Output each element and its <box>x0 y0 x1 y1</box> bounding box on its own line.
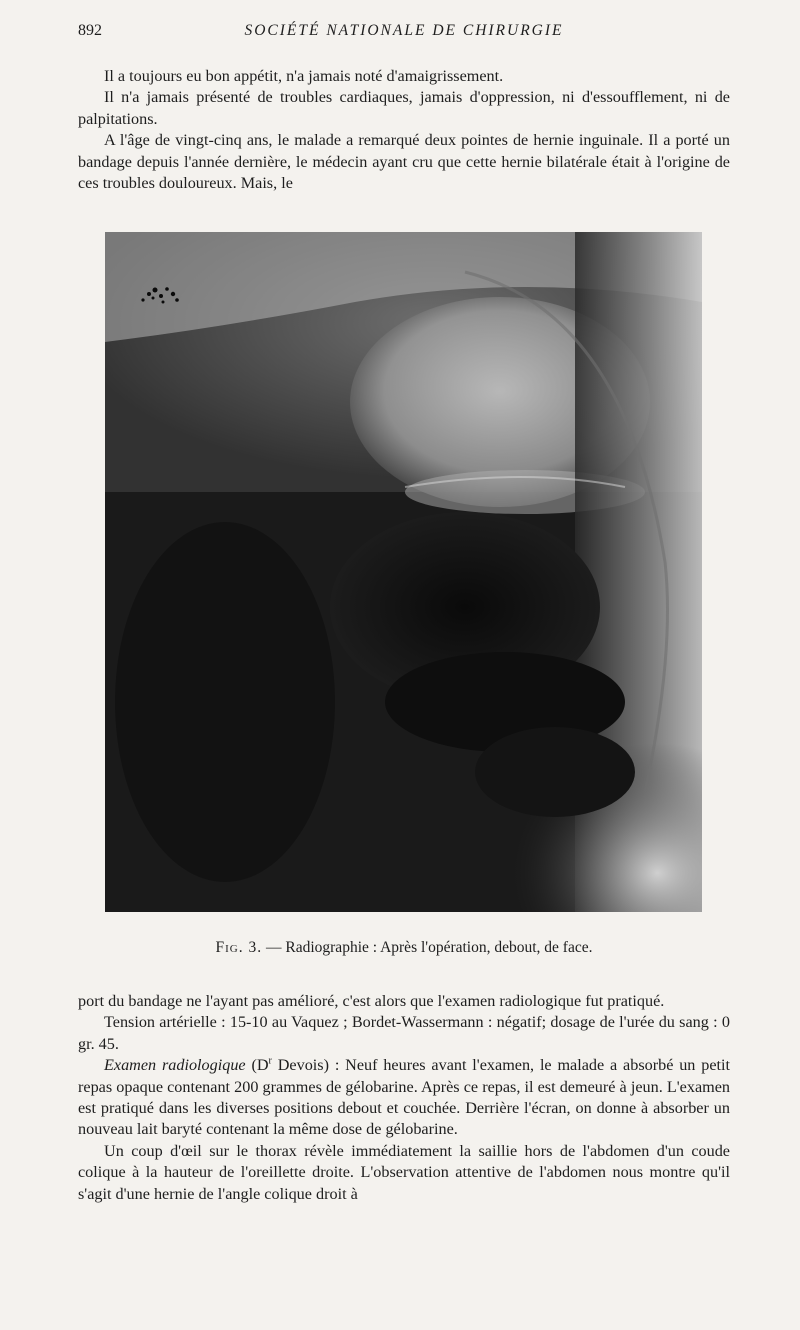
page-header <box>78 22 730 46</box>
exam-author-prefix: (D <box>251 1056 269 1075</box>
figure-label: Fig. 3. <box>215 939 263 956</box>
exam-author-sup: r <box>268 1055 272 1067</box>
exam-heading: Examen radiologique <box>104 1056 246 1075</box>
paragraph-hernia: A l'âge de vingt-cinq ans, le malade a remarqué deux pointes de hernie inguinale. Il a porté un bandage depuis l'année dernière, le médecin ayant cru que cette hernie bilatérale était à l'origine de ces troubles douloureux. Mais, le <box>78 131 730 193</box>
paragraph-cardiac: Il n'a jamais présenté de troubles cardiaques, jamais d'oppression, ni d'essoufflement, ni de palpitations. <box>78 88 730 128</box>
top-text-block <box>78 66 730 194</box>
paragraph-exam <box>78 1055 730 1141</box>
paragraph-continuation: port du bandage ne l'ayant pas amélioré, c'est alors que l'examen radiologique fut pratiqué. <box>78 992 665 1010</box>
radiograph-image <box>105 232 702 912</box>
bottom-text-block <box>78 991 730 1205</box>
paragraph-tension: Tension artérielle : 15-10 au Vaquez ; Bordet-Wassermann : négatif; dosage de l'urée du sang : 0 gr. 45. <box>78 1013 730 1053</box>
page-number: 892 <box>78 22 102 39</box>
radiograph-figure <box>105 232 702 912</box>
paragraph-appetite: Il a toujours eu bon appétit, n'a jamais noté d'amaigrissement. <box>104 67 504 85</box>
exam-text: : Neuf heures avant l'examen, le malade a absorbé un petit repas opaque contenant 200 grammes de gélobarine. Après ce repas, il est demeuré à jeun. L'examen est pratiqué dans les diverses positions debout et couchée. Derrière l'écran, on donne à absorber un nouveau lait baryté contenant la même dose de gélobarine. <box>78 1056 731 1139</box>
figure-caption <box>78 939 730 957</box>
running-title: SOCIÉTÉ NATIONALE DE CHIRURGIE <box>244 22 564 39</box>
figure-caption-text: — Radiographie : Après l'opération, debout, de face. <box>266 939 593 956</box>
exam-author-rest: Devois) <box>271 1056 329 1075</box>
paragraph-colic-angle: Un coup d'œil sur le thorax révèle immédiatement la saillie hors de l'abdomen d'un coude colique à la hauteur de l'oreillette droite. L'observation attentive de l'abdomen nous montre qu'il s'agit d'une hernie de l'angle colique droit à <box>78 1141 730 1203</box>
